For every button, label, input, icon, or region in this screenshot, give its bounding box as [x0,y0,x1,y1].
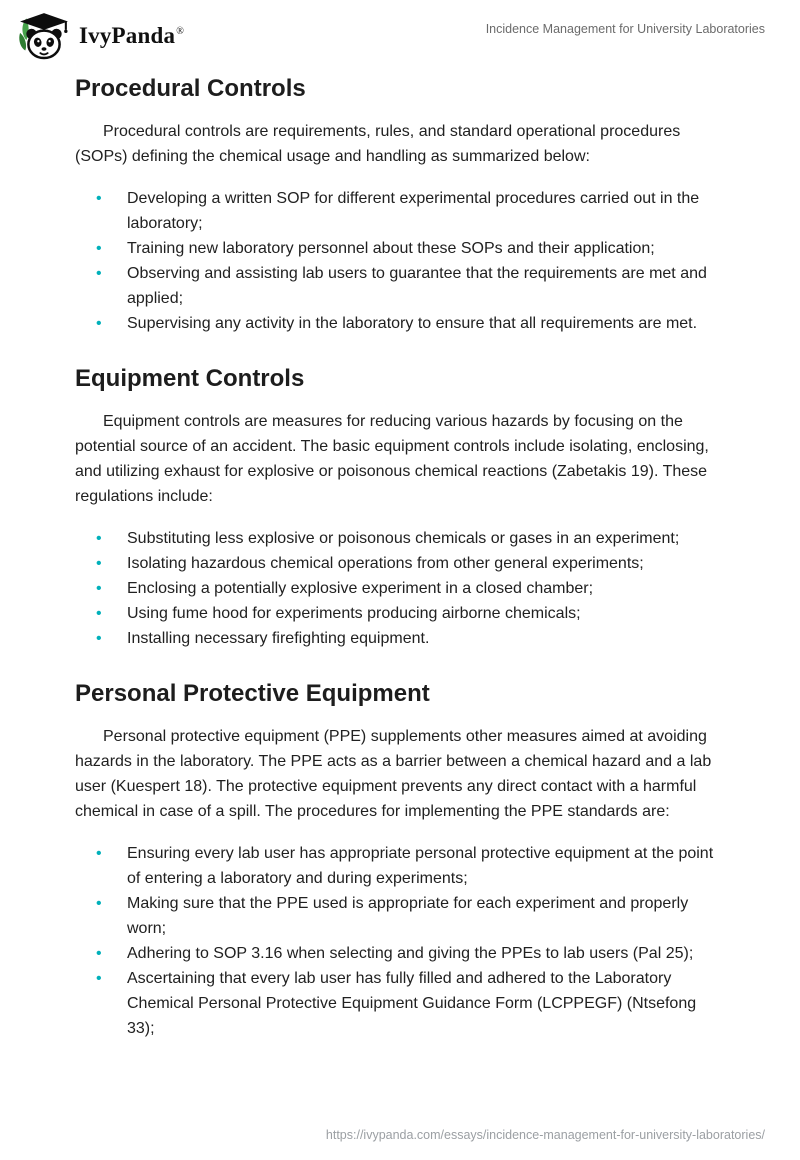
section-personal-protective-equipment [75,679,800,1041]
list-item-text: Isolating hazardous chemical operations from other general experiments; [127,555,644,572]
footer-url[interactable]: https://ivypanda.com/essays/incidence-management-for-university-laboratories/ [325,1128,765,1142]
bullet-list [75,841,725,1041]
list-item [75,601,725,626]
page-header [0,0,800,60]
panda-graduate-icon [18,12,70,60]
section-equipment-controls [75,364,800,651]
list-item-text: Making sure that the PPE used is appropriate for each experiment and properly worn; [127,895,689,937]
section-procedural-controls [75,74,800,336]
bullet-icon: • [96,315,102,332]
bullet-icon: • [96,970,102,987]
bullet-icon: • [96,555,102,572]
list-item [75,576,725,601]
section-paragraph: Personal protective equipment (PPE) supplements other measures aimed at avoiding hazards in the laboratory. The PPE acts as a barrier between a chemical hazard and a lab user (Kuespert 18). The protective equipment prevents any direct contact with a harmful chemical in case of a spill. The procedures for implementing the PPE standards are: [75,728,712,820]
section-heading: Equipment Controls [75,365,305,392]
list-item-text: Using fume hood for experiments producing airborne chemicals; [127,605,581,622]
list-item [75,186,725,236]
bullet-icon: • [96,895,102,912]
bullet-icon: • [96,190,102,207]
list-item [75,551,725,576]
list-item-text: Enclosing a potentially explosive experiment in a closed chamber; [127,580,594,597]
list-item [75,966,725,1041]
document-body [0,60,800,1126]
list-item [75,311,725,336]
list-item-text: Supervising any activity in the laboratory to ensure that all requirements are met. [127,315,698,332]
list-item-text: Observing and assisting lab users to guarantee that the requirements are met and applied; [127,265,707,307]
section-paragraph: Procedural controls are requirements, rules, and standard operational procedures (SOPs) defining the chemical usage and handling as summarized below: [75,123,681,165]
document-title: Incidence Management for University Laboratories [485,22,765,36]
list-item-text: Ascertaining that every lab user has fully filled and adhered to the Laboratory Chemical Personal Protective Equipment Guidance Form (LCPPEGF) (Ntsefong 33); [127,970,697,1037]
section-heading: Procedural Controls [75,75,306,102]
section-paragraph: Equipment controls are measures for reducing various hazards by focusing on the potential source of an accident. The basic equipment controls include isolating, enclosing, and utilizing exhaust for explosive or poisonous chemical reactions (Zabetakis 19). These regulations include: [75,413,709,505]
section-heading: Personal Protective Equipment [75,680,430,707]
list-item [75,261,725,311]
bullet-icon: • [96,265,102,282]
bullet-list [75,526,725,651]
list-item [75,941,725,966]
bullet-list [75,186,725,336]
bullet-icon: • [96,530,102,547]
page-footer [0,1126,800,1160]
list-item-text: Developing a written SOP for different experimental procedures carried out in the laboratory; [127,190,700,232]
bullet-icon: • [96,605,102,622]
list-item-text: Installing necessary firefighting equipment. [127,630,430,647]
list-item [75,891,725,941]
list-item [75,626,725,651]
list-item-text: Ensuring every lab user has appropriate personal protective equipment at the point of entering a laboratory and during experiments; [127,845,714,887]
bullet-icon: • [96,240,102,257]
list-item-text: Adhering to SOP 3.16 when selecting and giving the PPEs to lab users (Pal 25); [127,945,694,962]
list-item [75,526,725,551]
list-item-text: Substituting less explosive or poisonous chemicals or gases in an experiment; [127,530,680,547]
list-item-text: Training new laboratory personnel about these SOPs and their application; [127,240,655,257]
list-item [75,841,725,891]
list-item [75,236,725,261]
bullet-icon: • [96,945,102,962]
registered-mark: ® [176,26,184,38]
bullet-icon: • [96,630,102,647]
logo-wordmark [79,23,184,49]
bullet-icon: • [96,845,102,862]
bullet-icon: • [96,580,102,597]
logo-text: IvyPanda [79,23,176,48]
ivypanda-logo[interactable] [18,12,184,60]
